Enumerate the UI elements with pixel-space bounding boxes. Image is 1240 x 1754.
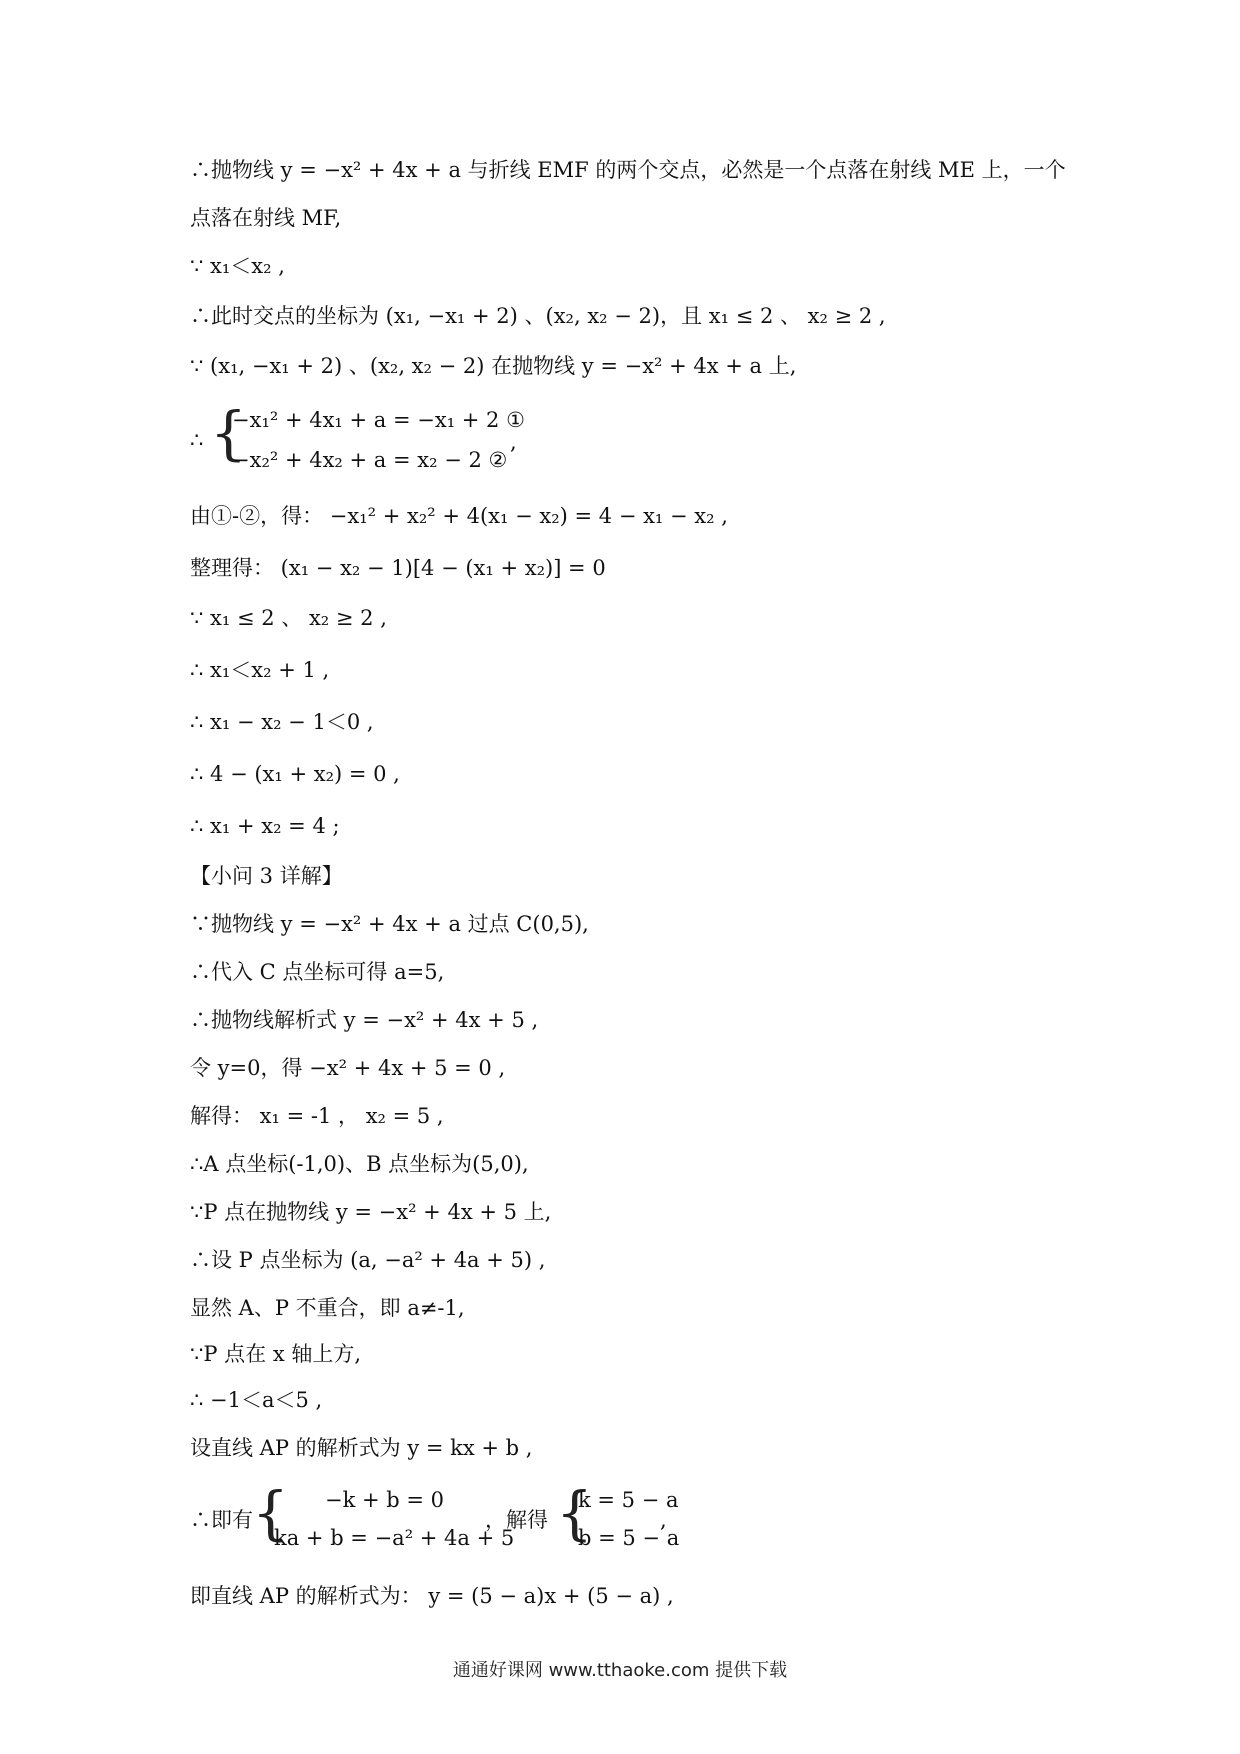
text-line-11: ∴ 4 − (x₁ + x₂) = 0 , [190,762,400,786]
system1-suffix: , [510,430,517,454]
text-line-12: ∴ x₁ + x₂ = 4 ; [190,814,340,838]
left-brace: { [556,1479,593,1547]
text-line-20: ∴设 P 点坐标为 (a, −a² + 4a + 5) , [190,1248,546,1272]
text-line-25: 即直线 AP 的解析式为： y = (5 − a)x + (5 − a) , [190,1584,674,1608]
section-heading: 【小问 3 详解】 [190,864,343,888]
text-line-10: ∴ x₁ − x₂ − 1＜0 , [190,710,374,734]
text-line-2: 点落在射线 MF, [190,206,342,230]
system2-row3: k = 5 − a [578,1488,679,1512]
text-line-17: 解得： x₁ = -1 ， x₂ = 5 , [190,1104,444,1128]
text-line-9: ∴ x₁＜x₂ + 1 , [190,658,330,682]
page-footer: 通通好课网 www.tthaoke.com 提供下载 [452,1660,788,1681]
text-line-6: 由①-②，得： −x₁² + x₂² + 4(x₁ − x₂) = 4 − x₁ − x₂ , [190,504,728,528]
text-line-8: ∵ x₁ ≤ 2 、 x₂ ≥ 2 , [190,606,387,630]
text-line-24: 设直线 AP 的解析式为 y = kx + b , [190,1436,533,1460]
left-brace: { [210,399,247,467]
text-line-18: ∴A 点坐标(-1,0)、B 点坐标为(5,0), [190,1152,529,1176]
system1-row1: −x₁² + 4x₁ + a = −x₁ + 2 ① [232,408,525,432]
text-line-14: ∴代入 C 点坐标可得 a=5, [190,960,445,984]
text-line-22: ∵P 点在 x 轴上方, [190,1342,362,1366]
system2-row4: b = 5 − a [578,1526,680,1550]
system1-row2: −x₂² + 4x₂ + a = x₂ − 2 ② [232,448,508,472]
text-line-4: ∴此时交点的坐标为 (x₁, −x₁ + 2) 、(x₂, x₂ − 2)，且 x₁ ≤ 2 、 x₂ ≥ 2 , [190,304,886,328]
text-line-23: ∴ −1＜a＜5 , [190,1388,323,1412]
left-brace: { [252,1479,289,1547]
text-line-13: ∵抛物线 y = −x² + 4x + a 过点 C(0,5), [190,912,589,936]
text-line-1: ∴抛物线 y = −x² + 4x + a 与折线 EMF 的两个交点，必然是一个点落在射线 ME 上，一个 [190,158,1066,182]
text-line-15: ∴抛物线解析式 y = −x² + 4x + 5 , [190,1008,539,1032]
text-line-21: 显然 A、P 不重合，即 a≠-1, [190,1296,465,1320]
text-line-5: ∵ (x₁, −x₁ + 2) 、(x₂, x₂ − 2) 在抛物线 y = −x² + 4x + a 上, [190,354,797,378]
system2-middle: ，解得 [485,1508,548,1532]
text-line-19: ∵P 点在抛物线 y = −x² + 4x + 5 上, [190,1200,552,1224]
system1-prefix: ∴ [190,428,204,452]
text-line-16: 令 y=0，得 −x² + 4x + 5 = 0 , [190,1056,506,1080]
text-line-3: ∵ x₁＜x₂ , [190,254,285,278]
text-line-7: 整理得： (x₁ − x₂ − 1)[4 − (x₁ + x₂)] = 0 [190,556,606,580]
system2-row1: −k + b = 0 [325,1488,445,1512]
system2-row2: ka + b = −a² + 4a + 5 [274,1526,515,1550]
system2-suffix: , [660,1508,667,1532]
system2-prefix: ∴即有 [190,1508,253,1532]
